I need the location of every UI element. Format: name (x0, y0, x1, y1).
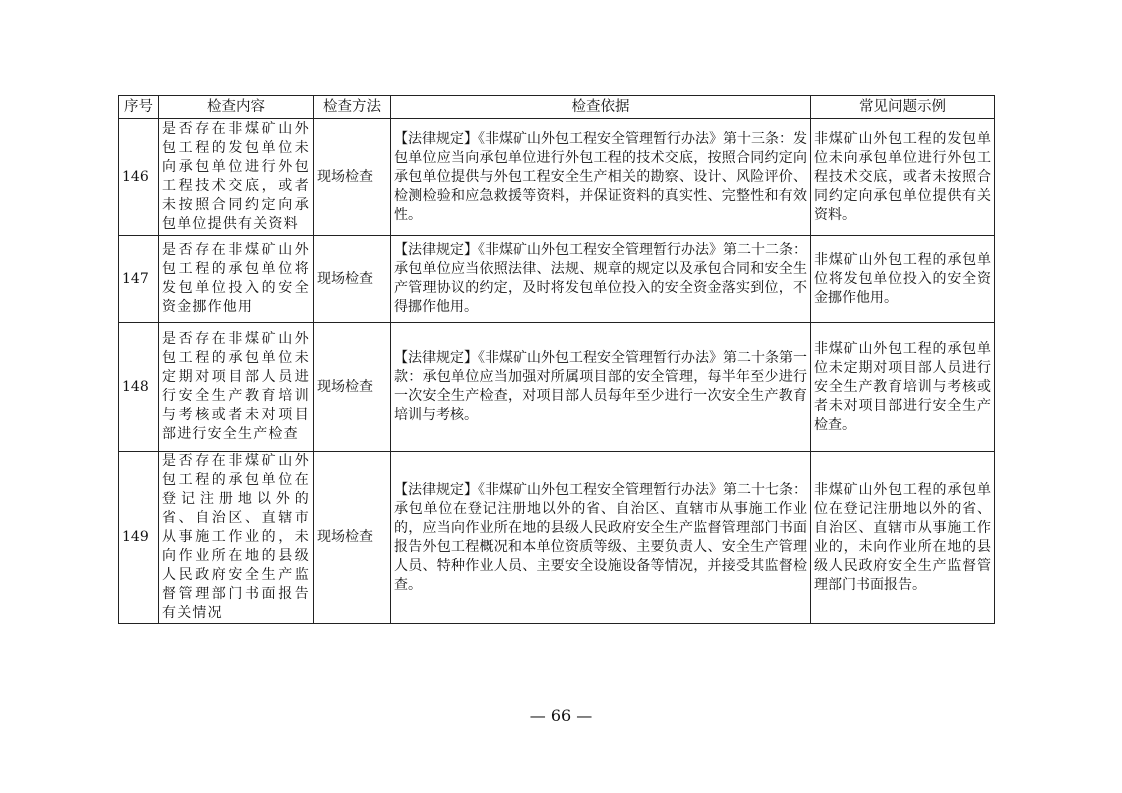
page-number: — 66 — (529, 706, 593, 725)
header-common-problem-examples: 常见问题示例 (811, 96, 995, 119)
row-problem-example: 非煤矿山外包工程的发包单位未向承包单位进行外包工程技术交底，或者未按照合同约定向承包单位提供有关资料。 (811, 119, 995, 236)
row-serial-number: 148 (119, 323, 159, 452)
header-inspection-content: 检查内容 (159, 96, 314, 119)
table-row (119, 119, 995, 236)
table-header-row (119, 96, 995, 119)
row-inspection-basis: 【法律规定】《非煤矿山外包工程安全管理暂行办法》第十三条：发包单位应当向承包单位进行外包工程的技术交底，按照合同约定向承包单位提供与外包工程安全生产相关的勘察、设计、风险评价、检测检验和应急救援等资料，并保证资料的真实性、完整性和有效性。 (391, 119, 811, 236)
row-inspection-basis: 【法律规定】《非煤矿山外包工程安全管理暂行办法》第二十条第一款：承包单位应当加强对所属项目部的安全管理，每半年至少进行一次安全生产检查，对项目部人员每年至少进行一次安全生产教育培训与考核。 (391, 323, 811, 452)
row-inspection-basis: 【法律规定】《非煤矿山外包工程安全管理暂行办法》第二十七条：承包单位在登记注册地以外的省、自治区、直辖市从事施工作业的，应当向作业所在地的县级人民政府安全生产监督管理部门书面报告外包工程概况和本单位资质等级、主要负责人、安全生产管理人员、特种作业人员、主要安全设施设备等情况，并接受其监督检查。 (391, 452, 811, 624)
inspection-table-container (118, 95, 994, 624)
header-serial-number: 序号 (119, 96, 159, 119)
row-serial-number: 147 (119, 236, 159, 323)
row-inspection-basis: 【法律规定】《非煤矿山外包工程安全管理暂行办法》第二十二条：承包单位应当依照法律、法规、规章的规定以及承包合同和安全生产管理协议的约定，及时将发包单位投入的安全资金落实到位，不得挪作他用。 (391, 236, 811, 323)
row-inspection-content: 是否存在非煤矿山外包工程的发包单位未向承包单位进行外包工程技术交底，或者未按照合同约定向承包单位提供有关资料 (159, 119, 314, 236)
row-problem-example: 非煤矿山外包工程的承包单位在登记注册地以外的省、自治区、直辖市从事施工作业的，未向作业所在地的县级人民政府安全生产监督管理部门书面报告。 (811, 452, 995, 624)
row-problem-example: 非煤矿山外包工程的承包单位将发包单位投入的安全资金挪作他用。 (811, 236, 995, 323)
row-inspection-method: 现场检查 (314, 323, 391, 452)
row-inspection-content: 是否存在非煤矿山外包工程的承包单位未定期对项目部人员进行安全生产教育培训与考核或者未对项目部进行安全生产检查 (159, 323, 314, 452)
row-inspection-content: 是否存在非煤矿山外包工程的承包单位在登记注册地以外的省、自治区、直辖市从事施工作业的，未向作业所在地的县级人民政府安全生产监督管理部门书面报告有关情况 (159, 452, 314, 624)
row-inspection-method: 现场检查 (314, 236, 391, 323)
row-serial-number: 146 (119, 119, 159, 236)
row-problem-example: 非煤矿山外包工程的承包单位未定期对项目部人员进行安全生产教育培训与考核或者未对项目部进行安全生产检查。 (811, 323, 995, 452)
row-inspection-method: 现场检查 (314, 119, 391, 236)
row-inspection-method: 现场检查 (314, 452, 391, 624)
inspection-table (118, 95, 995, 624)
table-row (119, 452, 995, 624)
row-inspection-content: 是否存在非煤矿山外包工程的承包单位将发包单位投入的安全资金挪作他用 (159, 236, 314, 323)
table-row (119, 323, 995, 452)
row-serial-number: 149 (119, 452, 159, 624)
header-inspection-method: 检查方法 (314, 96, 391, 119)
table-row (119, 236, 995, 323)
header-inspection-basis: 检查依据 (391, 96, 811, 119)
